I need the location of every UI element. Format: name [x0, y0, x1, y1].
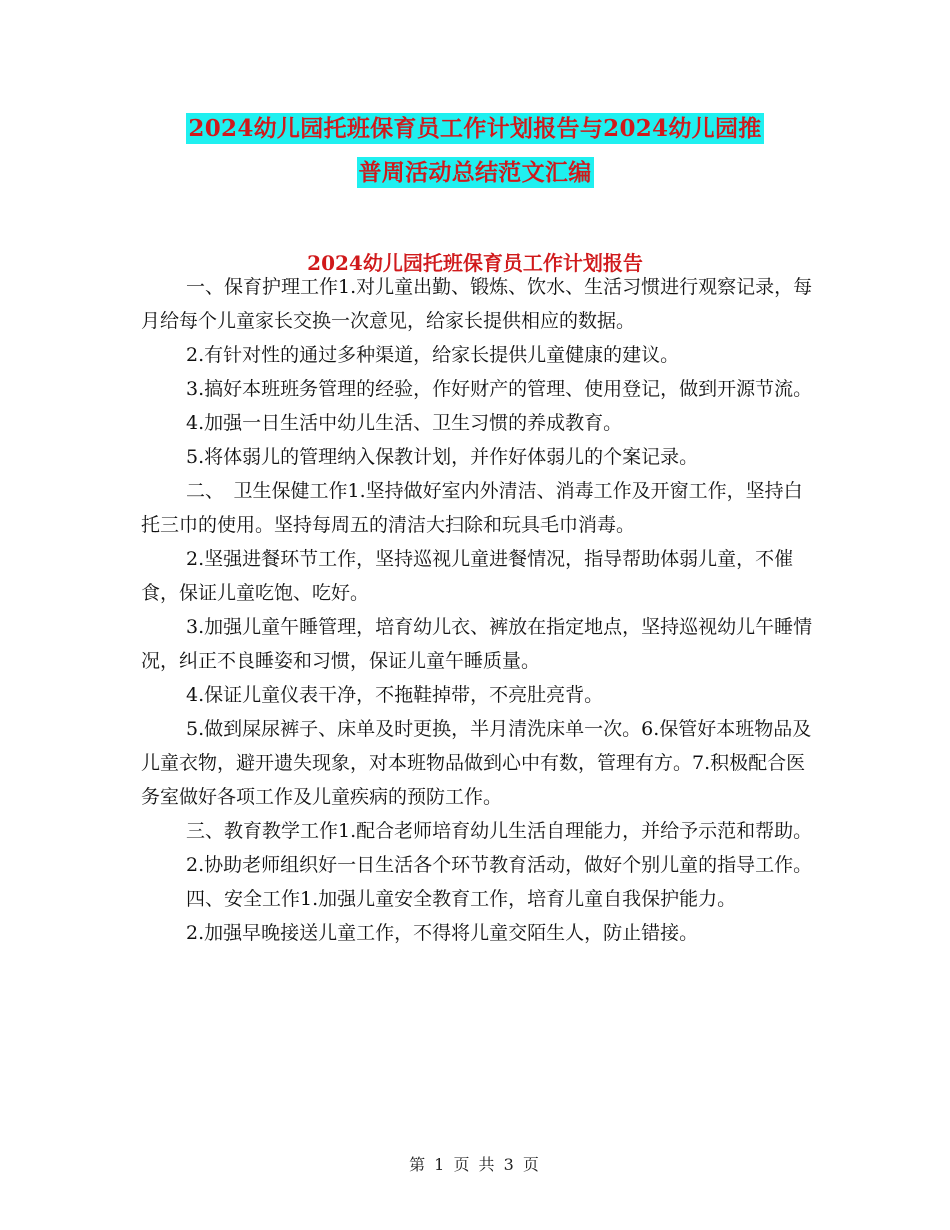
paragraph: 5.将体弱儿的管理纳入保教计划，并作好体弱儿的个案记录。	[186, 446, 699, 468]
paragraph: 二、 卫生保健工作1.坚持做好室内外清洁、消毒工作及开窗工作，坚持白托三巾的使用。坚持每周五的清洁大扫除和玩具毛巾消毒。	[141, 480, 803, 536]
paragraph: 2.加强早晚接送儿童工作，不得将儿童交陌生人，防止错接。	[186, 922, 699, 944]
paragraph: 2.坚强进餐环节工作，坚持巡视儿童进餐情况，指导帮助体弱儿童，不催食，保证儿童吃饱、吃好。	[141, 548, 794, 604]
paragraph: 四、安全工作1.加强儿童安全教育工作，培育儿童自我保护能力。	[186, 888, 737, 910]
section-title: 2024幼儿园托班保育员工作计划报告	[307, 251, 643, 275]
title-line-2: 普周活动总结范文汇编	[358, 159, 592, 186]
paragraph: 2.协助老师组织好一日生活各个环节教育活动，做好个别儿童的指导工作。	[186, 854, 813, 876]
paragraph: 三、教育教学工作1.配合老师培育幼儿生活自理能力，并给予示范和帮助。	[186, 820, 813, 842]
paragraph: 2.有针对性的通过多种渠道，给家长提供儿童健康的建议。	[186, 344, 680, 366]
document-body	[141, 270, 821, 950]
paragraph: 一、保育护理工作1.对儿童出勤、锻炼、饮水、生活习惯进行观察记录，每月给每个儿童家长交换一次意见，给家长提供相应的数据。	[141, 276, 813, 332]
paragraph: 3.加强儿童午睡管理，培育幼儿衣、裤放在指定地点，坚持巡视幼儿午睡情况，纠正不良睡姿和习惯，保证儿童午睡质量。	[141, 616, 813, 672]
title-line-1: 2024幼儿园托班保育员工作计划报告与2024幼儿园推	[188, 115, 762, 142]
paragraph: 5.做到屎尿裤子、床单及时更换，半月清洗床单一次。6.保管好本班物品及儿童衣物，避开遗失现象，对本班物品做到心中有数，管理有方。7.积极配合医务室做好各项工作及儿童疾病的预防工作。	[141, 718, 812, 808]
paragraph: 4.加强一日生活中幼儿生活、卫生习惯的养成教育。	[186, 412, 623, 434]
paragraph: 3.搞好本班班务管理的经验，作好财产的管理、使用登记，做到开源节流。	[186, 378, 813, 400]
paragraph: 4.保证儿童仪表干净，不拖鞋掉带，不亮肚亮背。	[186, 684, 604, 706]
document-title	[0, 113, 950, 201]
page-footer: 第 1 页 共 3 页	[409, 1155, 541, 1174]
